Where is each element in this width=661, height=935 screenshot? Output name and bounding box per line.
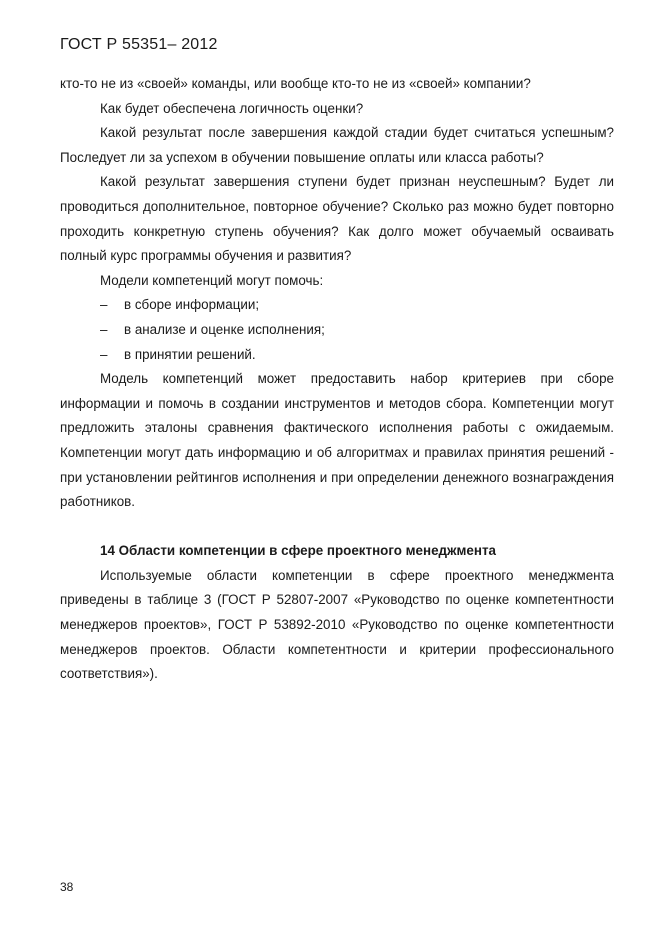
dash-marker: –	[100, 321, 108, 337]
paragraph: Как будет обеспечена логичность оценки?	[100, 100, 364, 116]
document-body	[60, 72, 614, 687]
paragraph: Какой результат после завершения каждой стадии будет считаться успешным? Последует ли за успехом в обучении повышение оплаты или класса работы?	[60, 125, 614, 165]
document-header: ГОСТ Р 55351– 2012	[60, 36, 218, 53]
list-item	[60, 343, 614, 368]
section-heading: 14 Области компетенции в сфере проектного менеджмента	[100, 543, 496, 559]
paragraph: Модель компетенций может предоставить набор критериев при сборе информации и помочь в создании инструментов и методов сбора. Компетенции могут предложить эталоны сравнения фактического исполнения работы с ожидаемым. Компетенции могут дать информацию и об алгоритмах и правилах принятия решений - при установлении рейтингов исполнения и при определении денежного вознаграждения работников.	[60, 371, 614, 510]
list-item	[60, 293, 614, 318]
paragraph: Модели компетенций могут помочь:	[100, 272, 324, 288]
dash-marker: –	[100, 297, 108, 313]
paragraph: кто-то не из «своей» команды, или вообще кто-то не из «своей» компании?	[60, 76, 531, 91]
list-item-text: в принятии решений.	[124, 346, 256, 362]
list-item-text: в сборе информации;	[124, 297, 260, 313]
list-item	[60, 318, 614, 343]
list-item-text: в анализе и оценке исполнения;	[124, 321, 325, 337]
paragraph: Какой результат завершения ступени будет признан неуспешным? Будет ли проводиться дополнительное, повторное обучение? Сколько раз можно будет повторно проходить конкретную ступень обучения? Как долго может обучаемый осваивать полный курс программы обучения и развития?	[60, 174, 614, 264]
paragraph: Используемые области компетенции в сфере проектного менеджмента приведены в таблице 3 (ГОСТ Р 52807-2007 «Руководство по оценке компетентности менеджеров проектов», ГОСТ Р 53892-2010 «Руководство по оценке компетентности менеджеров проектов. Области компетентности и критерии профессионального соответствия»).	[60, 567, 614, 682]
dash-marker: –	[100, 346, 108, 362]
page-number: 38	[60, 880, 74, 894]
